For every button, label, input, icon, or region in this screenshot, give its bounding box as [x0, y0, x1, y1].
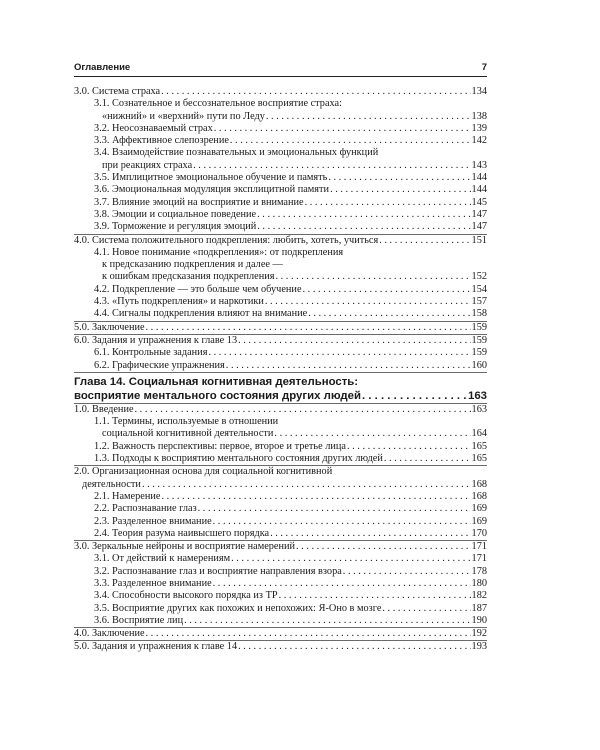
toc-entry[interactable]	[74, 640, 487, 653]
toc-entry-line	[94, 135, 487, 147]
toc-entry-title: к предсказанию подкрепления и далее —	[102, 259, 283, 271]
toc-entry-line	[94, 98, 487, 110]
toc-entry-page-number: 168	[471, 490, 487, 502]
toc-entry-page-number: 143	[471, 159, 487, 171]
toc-entry[interactable]	[74, 86, 487, 98]
leader-dots	[198, 503, 471, 515]
leader-dots	[238, 335, 470, 347]
toc-entry-title: 3.5. Имплицитное эмоциональное обучение и память	[94, 172, 328, 184]
leader-dots	[303, 284, 471, 296]
toc-entry-page-number: 147	[471, 221, 487, 233]
leader-dots	[231, 553, 470, 565]
leader-dots	[328, 172, 470, 184]
toc-entry-page-number: 159	[471, 347, 487, 359]
toc-entry-title: 4.0. Система положительного подкрепления: любить, хотеть, учиться	[74, 234, 379, 246]
toc-entry-page-number: 164	[471, 428, 487, 440]
toc-entry[interactable]	[74, 98, 487, 123]
toc-entry-line	[94, 259, 487, 271]
leader-dots	[257, 221, 470, 233]
leader-dots	[265, 296, 471, 308]
toc-entry-line	[74, 322, 487, 334]
toc-entry[interactable]	[74, 416, 487, 441]
toc-entry[interactable]	[74, 197, 487, 209]
toc-entry-line	[94, 284, 487, 296]
toc-entry-line	[94, 247, 487, 259]
toc-entry-page-number: 169	[471, 503, 487, 515]
toc-entry-page-number: 165	[471, 440, 487, 452]
chapter-title: восприятие ментального состояния других людей	[74, 389, 361, 402]
toc-entry-title: 4.1. Новое понимание «подкрепления»: от подкрепления	[94, 246, 344, 258]
toc-entry[interactable]	[74, 441, 487, 453]
toc-entry-title: 1.3. Подходы к восприятию ментального состояния других людей	[94, 453, 383, 465]
toc-entry-page-number: 182	[471, 590, 487, 602]
leader-dots	[379, 235, 470, 247]
toc-entry-line	[74, 479, 487, 491]
toc-entry-line	[74, 541, 487, 553]
toc-entry[interactable]	[74, 627, 487, 640]
toc-entry-line	[94, 271, 487, 283]
toc-entry-title: 2.3. Разделенное внимание	[94, 515, 212, 527]
toc-entry-line	[94, 615, 487, 627]
toc-entry[interactable]	[74, 578, 487, 590]
leader-dots	[343, 566, 471, 578]
toc-entry-page-number: 134	[471, 86, 487, 97]
toc-entry-page-number: 157	[471, 296, 487, 308]
leader-dots	[226, 360, 471, 372]
running-header-title: Оглавление	[74, 62, 131, 73]
toc-entry-title: к ошибкам предсказания подкрепления	[102, 271, 275, 283]
toc-entry-line	[74, 404, 487, 416]
toc-entry[interactable]	[74, 566, 487, 578]
leader-dots	[270, 528, 470, 540]
toc-entry-line	[94, 603, 487, 615]
toc-entry-title: социальной когнитивной деятельности	[102, 428, 274, 440]
leader-dots	[161, 491, 470, 503]
toc-entry-title: 3.2. Распознавание глаз и восприятие направления взора	[94, 565, 342, 577]
toc-entry-page-number: 151	[471, 234, 487, 246]
toc-entry[interactable]	[74, 403, 487, 416]
toc-entry-page-number: 144	[471, 172, 487, 184]
toc-entry-title: 6.0. Задания и упражнения к главе 13	[74, 334, 238, 346]
chapter-heading-line	[74, 389, 487, 403]
toc-entry-line	[74, 235, 487, 247]
toc-entry-page-number: 193	[471, 641, 487, 653]
leader-dots	[142, 479, 471, 491]
toc-entry-title: 3.5. Восприятие других как похожих и непохожих: Я-Оно в мозге	[94, 602, 382, 614]
toc-entry[interactable]	[74, 123, 487, 135]
toc-entry-line	[74, 628, 487, 640]
toc-entry-page-number: 144	[471, 184, 487, 196]
toc-entry-page-number: 159	[471, 334, 487, 346]
toc-entry[interactable]	[74, 247, 487, 284]
toc-entry-title: 3.4. Способности высокого порядка из ТР	[94, 590, 278, 602]
leader-dots	[213, 578, 471, 590]
chapter-page-number: 163	[467, 389, 487, 402]
toc-entry-page-number: 138	[471, 110, 487, 122]
toc-entry[interactable]	[74, 360, 487, 372]
toc-entry-line	[94, 123, 487, 135]
leader-dots	[214, 123, 471, 135]
toc-entry-page-number: 171	[471, 541, 487, 553]
toc-entry[interactable]	[74, 321, 487, 334]
toc-entry-page-number: 159	[471, 321, 487, 333]
leader-dots	[279, 590, 471, 602]
toc-entry-line	[94, 503, 487, 515]
toc-entry-page-number: 154	[471, 283, 487, 295]
toc-entry-title: 1.0. Введение	[74, 403, 134, 415]
toc-entry[interactable]	[74, 465, 487, 491]
leader-dots	[362, 389, 467, 403]
leader-dots	[230, 135, 471, 147]
toc-entry-line	[74, 641, 487, 653]
running-header-page-number: 7	[481, 62, 487, 73]
toc-entry-line	[94, 296, 487, 308]
toc-entry-page-number: 139	[471, 122, 487, 134]
toc-entry-title: 2.1. Намерение	[94, 490, 161, 502]
toc-entry-line	[94, 416, 487, 428]
toc-entry-line	[94, 590, 487, 602]
toc-entry-line	[94, 308, 487, 320]
toc-entry[interactable]	[74, 172, 487, 184]
toc-entry[interactable]	[74, 135, 487, 147]
toc-entry-title: 6.2. Графические упражнения	[94, 359, 225, 371]
toc-entry-page-number: 190	[471, 614, 487, 626]
toc-entry-page-number: 163	[471, 403, 487, 415]
leader-dots	[146, 322, 471, 334]
toc-entry-line	[94, 111, 487, 123]
leader-dots	[330, 184, 470, 196]
toc-entry-title: 1.2. Важность перспективы: первое, второе и третье лица	[94, 440, 346, 452]
toc-entry[interactable]	[74, 453, 487, 465]
toc-entry-title: 3.0. Зеркальные нейроны и восприятие намерений	[74, 541, 296, 553]
chapter-title: Глава 14. Социальная когнитивная деятельность:	[74, 375, 359, 388]
leader-dots	[308, 308, 470, 320]
toc-entry[interactable]	[74, 147, 487, 172]
toc-entry-page-number: 168	[471, 478, 487, 490]
toc-entry-title: 3.9. Торможение и регуляция эмоций	[94, 221, 257, 233]
toc-entry-page-number: 158	[471, 308, 487, 320]
toc-entry-line	[74, 335, 487, 347]
leader-dots	[296, 541, 471, 553]
toc-entry-title: 3.4. Взаимодействие познавательных и эмоциональных функций	[94, 147, 379, 159]
toc-entry[interactable]	[74, 284, 487, 296]
toc-entry-title: 4.3. «Путь подкрепления» и наркотики	[94, 296, 264, 308]
toc-entry-line	[94, 147, 487, 159]
toc-entry-page-number: 178	[471, 565, 487, 577]
toc-entry[interactable]	[74, 296, 487, 308]
toc-entry-line	[94, 172, 487, 184]
toc-entry-line	[94, 209, 487, 221]
toc-entry-line	[74, 86, 487, 98]
toc-entry[interactable]	[74, 308, 487, 320]
toc-entry[interactable]	[74, 347, 487, 359]
leader-dots	[347, 441, 471, 453]
toc-entry-title: 1.1. Термины, используемые в отношении	[94, 416, 279, 428]
toc-entry-title: 3.0. Система страха	[74, 86, 161, 97]
toc-entry[interactable]	[74, 209, 487, 221]
leader-dots	[193, 160, 470, 172]
leader-dots	[305, 197, 471, 209]
toc-entry-title: 3.6. Восприятие лиц	[94, 614, 184, 626]
leader-dots	[213, 516, 471, 528]
leader-dots	[276, 271, 471, 283]
toc-entry-page-number: 147	[471, 208, 487, 220]
toc-entry-line	[94, 347, 487, 359]
toc-entry-page-number: 142	[471, 135, 487, 147]
toc-entry-title: 4.0. Заключение	[74, 628, 145, 640]
leader-dots	[384, 453, 471, 465]
toc-entry-title: 5.0. Задания и упражнения к главе 14	[74, 641, 238, 653]
toc-entry-page-number: 169	[471, 515, 487, 527]
toc-entry-title: 2.0. Организационная основа для социальной когнитивной	[74, 466, 333, 478]
toc-entry[interactable]	[74, 553, 487, 565]
leader-dots	[238, 641, 470, 653]
leader-dots	[161, 86, 470, 98]
toc-entry-title: при реакциях страха	[102, 159, 193, 171]
toc-entry-title: 3.1. Сознательное и бессознательное восприятие страха:	[94, 98, 342, 110]
leader-dots	[257, 209, 470, 221]
toc-entry-title: 6.1. Контрольные задания	[94, 347, 208, 359]
toc-entry-line	[94, 578, 487, 590]
toc-entry[interactable]	[74, 491, 487, 503]
toc-entry-title: 2.4. Теория разума наивысшего порядка	[94, 527, 270, 539]
toc-entry[interactable]	[74, 503, 487, 515]
toc-entry-title: 2.2. Распознавание глаз	[94, 503, 197, 515]
leader-dots	[266, 111, 471, 123]
toc-entry-page-number: 160	[471, 359, 487, 371]
toc-entry-line	[94, 528, 487, 540]
leader-dots	[146, 628, 471, 640]
toc-entry-page-number: 180	[471, 577, 487, 589]
leader-dots	[382, 603, 470, 615]
toc-entry-title: 4.4. Сигналы подкрепления влияют на внимание	[94, 308, 308, 320]
table-of-contents	[74, 86, 487, 654]
toc-entry[interactable]	[74, 334, 487, 347]
toc-entry-line	[94, 197, 487, 209]
leader-dots	[184, 615, 470, 627]
toc-entry[interactable]	[74, 234, 487, 247]
toc-entry-line	[94, 553, 487, 565]
toc-entry-page-number: 171	[471, 553, 487, 565]
toc-entry-line	[94, 516, 487, 528]
leader-dots	[135, 404, 471, 416]
toc-entry-title: деятельности	[82, 478, 141, 490]
toc-entry-title: 3.8. Эмоции и социальное поведение	[94, 208, 257, 220]
toc-entry-line	[94, 428, 487, 440]
toc-entry[interactable]	[74, 184, 487, 196]
toc-entry-line	[94, 160, 487, 172]
toc-entry[interactable]	[74, 516, 487, 528]
toc-entry-page-number: 170	[471, 527, 487, 539]
toc-entry-line	[94, 360, 487, 372]
toc-entry-line	[94, 441, 487, 453]
toc-entry[interactable]	[74, 590, 487, 602]
toc-entry-title: 5.0. Заключение	[74, 321, 145, 333]
toc-entry-title: 3.3. Аффективное слепозрение	[94, 135, 229, 147]
toc-entry-line	[94, 184, 487, 196]
toc-entry-title: «нижний» и «верхний» пути по Леду	[102, 110, 265, 122]
leader-dots	[208, 347, 470, 359]
toc-entry-title: 4.2. Подкрепление — это больше чем обучение	[94, 283, 302, 295]
toc-entry-page-number: 165	[471, 453, 487, 465]
toc-entry-line	[74, 466, 487, 478]
toc-entry[interactable]	[74, 615, 487, 627]
toc-entry-line	[94, 221, 487, 233]
toc-entry-line	[94, 453, 487, 465]
toc-entry-title: 3.1. От действий к намерениям	[94, 553, 231, 565]
toc-entry-page-number: 187	[471, 602, 487, 614]
toc-entry-title: 3.6. Эмоциональная модуляция эксплицитной памяти	[94, 184, 330, 196]
toc-entry-title: 3.7. Влияние эмоций на восприятие и внимание	[94, 196, 304, 208]
toc-entry[interactable]	[74, 528, 487, 540]
toc-entry-line	[94, 566, 487, 578]
running-header	[74, 60, 487, 77]
toc-entry-page-number: 145	[471, 196, 487, 208]
toc-entry-title: 3.2. Неосознаваемый страх	[94, 122, 213, 134]
leader-dots	[274, 428, 470, 440]
toc-entry-page-number: 192	[471, 628, 487, 640]
chapter-heading[interactable]	[74, 372, 487, 403]
toc-entry-page-number: 152	[471, 271, 487, 283]
toc-entry[interactable]	[74, 603, 487, 615]
toc-entry-line	[94, 491, 487, 503]
toc-entry-title: 3.3. Разделенное внимание	[94, 577, 212, 589]
toc-entry[interactable]	[74, 540, 487, 553]
toc-entry[interactable]	[74, 221, 487, 233]
